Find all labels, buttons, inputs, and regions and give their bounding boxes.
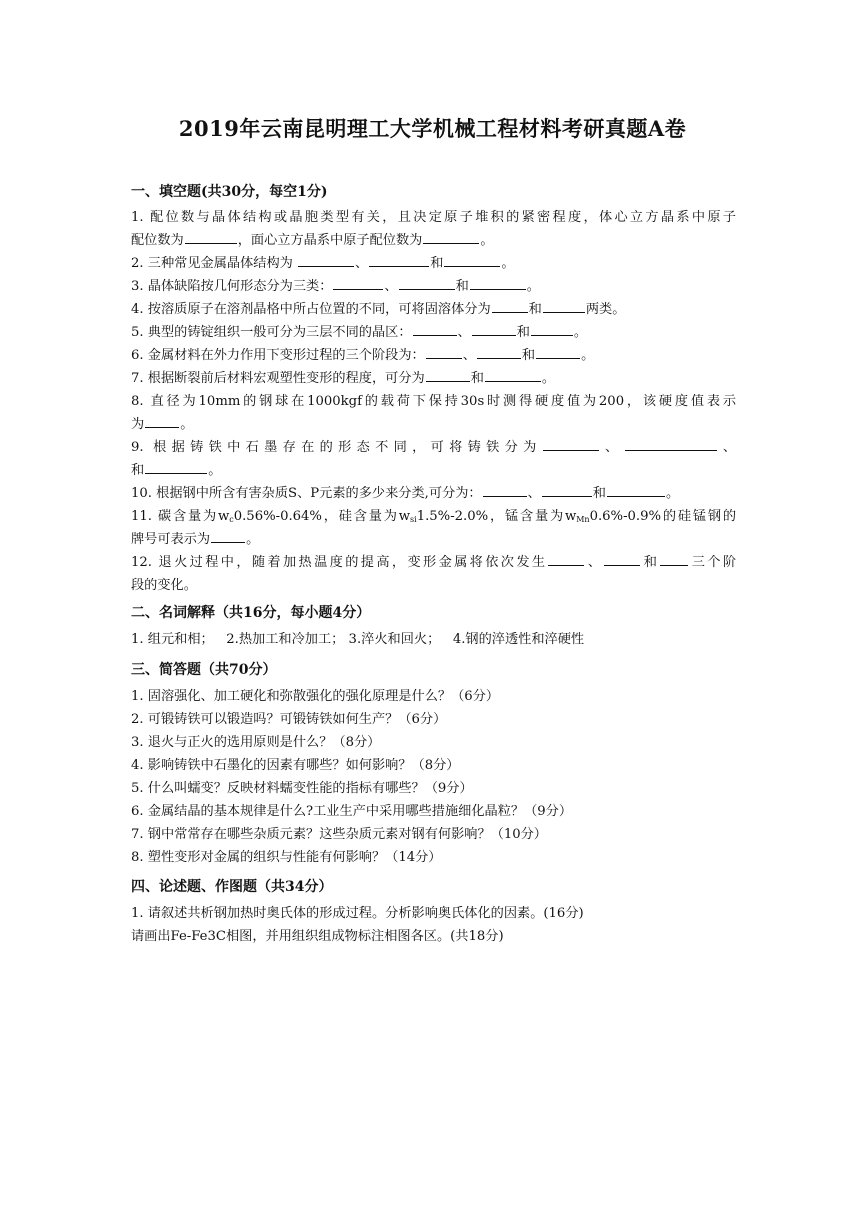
answer-blank — [470, 277, 526, 290]
section-terms-heading: 二、名词解释（共16分，每小题4分） — [131, 605, 371, 621]
answer-blank — [423, 231, 479, 244]
short-question-2: 2. 可锻铸铁可以锻造吗？可锻铸铁如何生产？（6分） — [131, 712, 447, 727]
terms-line: 1. 组元和相； 2.热加工和冷加工； 3.淬火和回火； 4.钢的淬透性和淬硬性 — [131, 632, 585, 647]
short-question-1: 1. 固溶强化、加工硬化和弥散强化的强化原理是什么？（6分） — [131, 689, 500, 704]
section-essay-heading: 四、论述题、作图题（共34分） — [131, 879, 333, 895]
question-12-line-2: 段的变化。 — [131, 578, 197, 593]
question-5: 5. 典型的铸锭组织一般可分为三层不同的晶区： 、 和 。 — [131, 325, 588, 340]
answer-blank — [492, 300, 528, 313]
answer-blank — [483, 484, 527, 497]
answer-blank — [333, 277, 383, 290]
section-fill-heading: 一、填空题(共30分，每空1分) — [131, 184, 328, 200]
answer-blank — [298, 254, 354, 267]
answer-blank — [531, 323, 573, 336]
short-question-6: 6. 金属结晶的基本规律是什么?工业生产中采用哪些措施细化晶粒？（9分） — [131, 804, 573, 819]
answer-blank — [625, 438, 717, 451]
question-10: 10. 根据钢中所含有害杂质S、P元素的多少来分类,可分为： 、 和 。 — [131, 486, 680, 501]
answer-blank — [145, 461, 207, 474]
question-9-line-2: 和 。 — [131, 463, 222, 478]
question-3: 3. 晶体缺陷按几何形态分为三类： 、 和 。 — [131, 279, 540, 294]
question-8-line-2: 为 。 — [131, 417, 194, 432]
short-question-4: 4. 影响铸铁中石墨化的因素有哪些？如何影响？（8分） — [131, 758, 460, 773]
answer-blank — [472, 323, 516, 336]
answer-blank — [145, 415, 179, 428]
answer-blank — [477, 346, 521, 359]
short-question-5: 5. 什么叫蠕变？反映材料蠕变性能的指标有哪些？（9分） — [131, 781, 473, 796]
question-9-line-1: 9. 根据铸铁中石墨存在的形态不同，可将铸铁分为 、 、 — [131, 440, 737, 455]
answer-blank — [413, 323, 457, 336]
essay-question-1: 1. 请叙述共析钢加热时奥氏体的形成过程。分析影响奥氏体化的因素。(16分) — [131, 906, 584, 921]
answer-blank — [444, 254, 500, 267]
question-1-line-1: 1. 配位数与晶体结构或晶胞类型有关，且决定原子堆积的紧密程度，体心立方晶系中原子 — [131, 210, 736, 225]
short-question-3: 3. 退火与正火的选用原则是什么？（8分） — [131, 735, 381, 750]
short-question-7: 7. 钢中常常存在哪些杂质元素？这些杂质元素对钢有何影响？（10分） — [131, 827, 547, 842]
document-title: 2019年云南昆明理工大学机械工程材料考研真题A卷 — [178, 116, 687, 141]
essay-question-2: 请画出Fe-Fe3C相图，并用组织组成物标注相图各区。(共18分) — [131, 929, 504, 944]
question-8-line-1: 8. 直径为10mm的钢球在1000kgf的载荷下保持30s时测得硬度值为200，该硬度值表示 — [131, 394, 736, 409]
question-11-line-1: 11. 碳含量为$w_c0.56\%-0.64\%$，硅含量为$w_{si}1.5\%-2.0\%$，锰含量为$w_{Mn}0.6\%-0.9\%$的硅锰钢的 — [131, 509, 737, 524]
question-11-line-2: 牌号可表示为 。 — [131, 532, 260, 547]
answer-blank — [660, 553, 688, 566]
answer-blank — [604, 553, 640, 566]
question-2: 2. 三种常见金属晶体结构为 、 和 。 — [131, 256, 515, 271]
question-6: 6. 金属材料在外力作用下变形过程的三个阶段为： 、 和 。 — [131, 348, 595, 363]
question-7: 7. 根据断裂前后材料宏观塑性变形的程度，可分为 和 。 — [131, 371, 556, 386]
answer-blank — [548, 553, 584, 566]
answer-blank — [211, 530, 245, 543]
question-4: 4. 按溶质原子在溶剂晶格中所占位置的不同，可将固溶体分为 和 两类。 — [131, 302, 626, 317]
question-1-line-2: 配位数为 ，面心立方晶系中原子配位数为 。 — [131, 233, 494, 248]
answer-blank — [607, 484, 665, 497]
answer-blank — [543, 300, 585, 313]
answer-blank — [485, 369, 541, 382]
answer-blank — [543, 438, 599, 451]
answer-blank — [536, 346, 580, 359]
section-short-heading: 三、简答题（共70分） — [131, 662, 277, 678]
answer-blank — [369, 254, 429, 267]
short-question-8: 8. 塑性变形对金属的组织与性能有何影响？（14分） — [131, 850, 442, 865]
answer-blank — [426, 346, 462, 359]
answer-blank — [399, 277, 455, 290]
answer-blank — [426, 369, 470, 382]
answer-blank — [185, 231, 237, 244]
answer-blank — [542, 484, 592, 497]
question-12-line-1: 12. 退火过程中，随着加热温度的提高，变形金属将依次发生 、 和 三个阶 — [131, 555, 737, 570]
